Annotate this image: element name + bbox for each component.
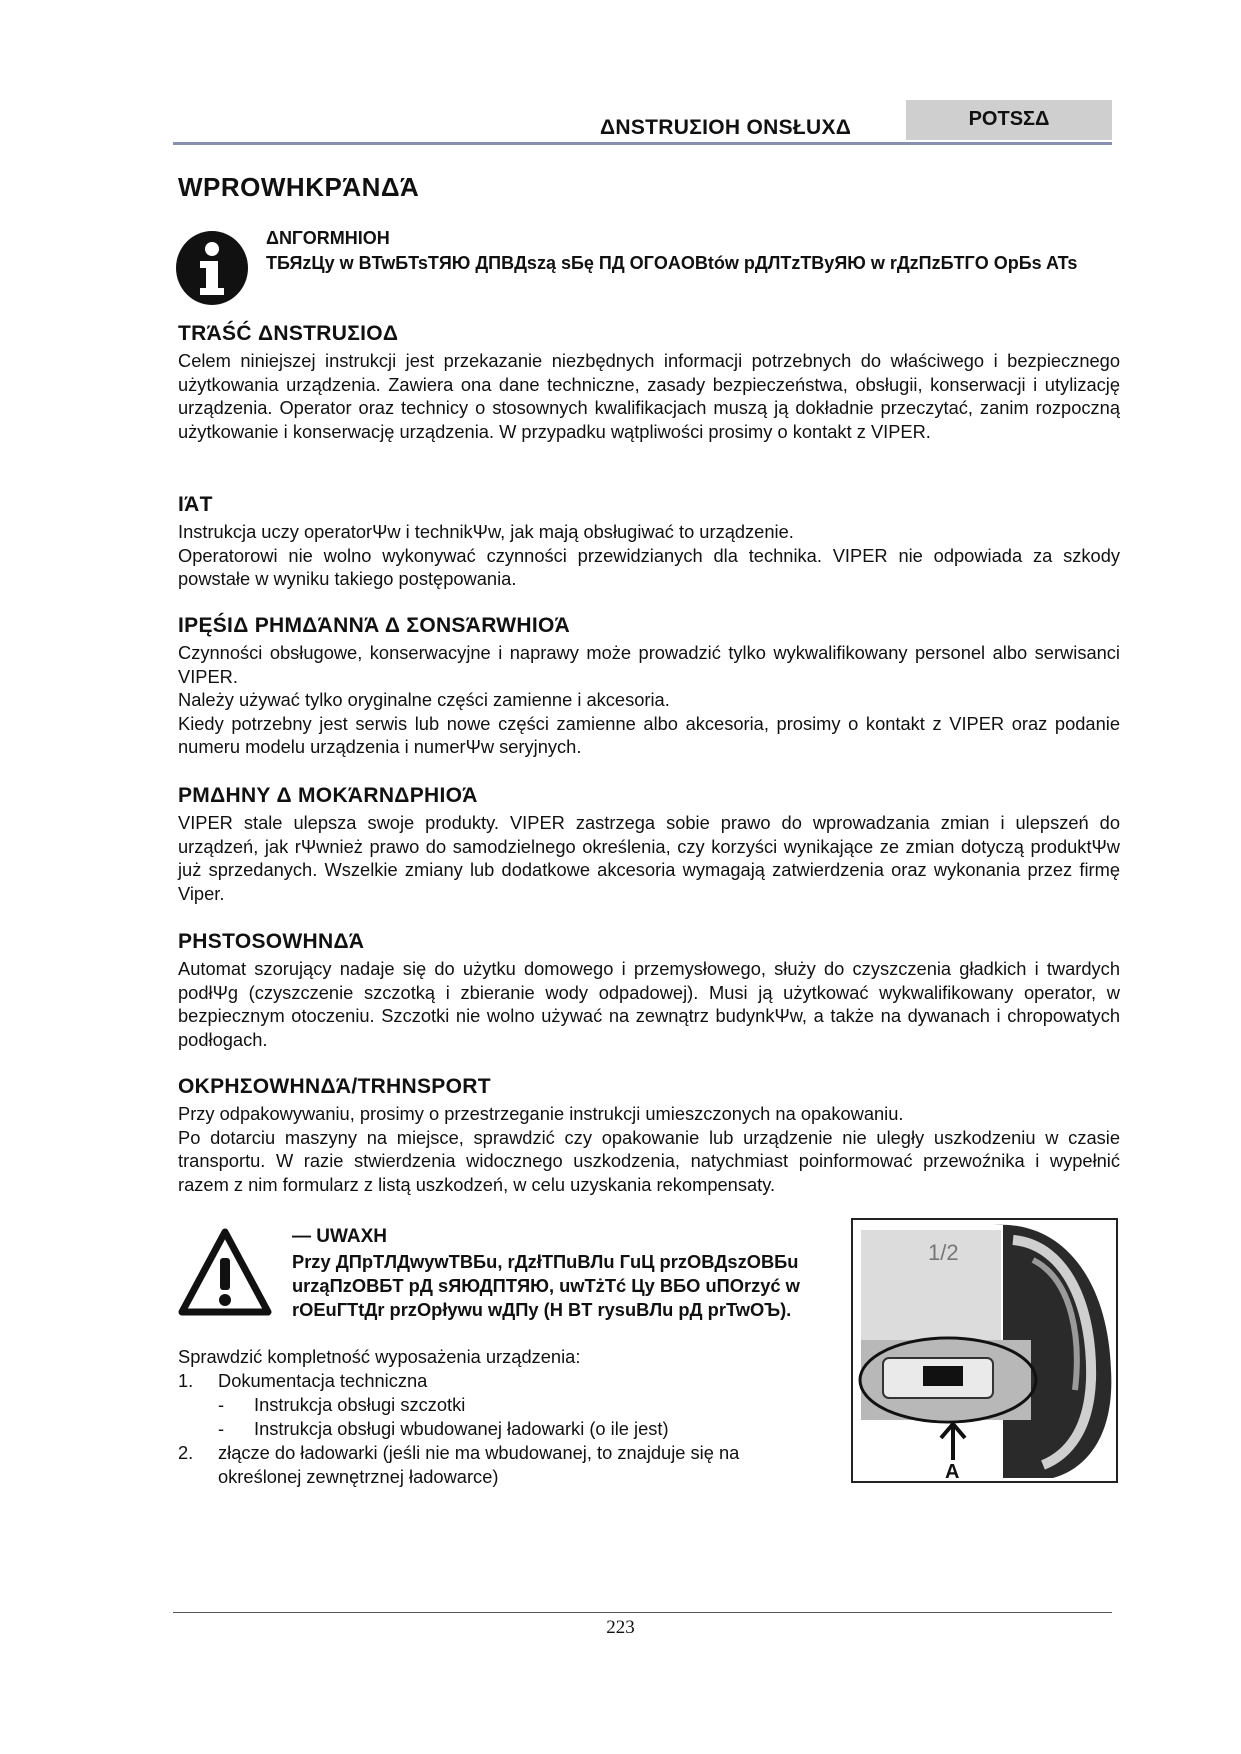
section-paragraph: VIPER stale ulepsza swoje produkty. VIPER zastrzega sobie prawo do wprowadzania zmian i ulepszeń do urządzeń, jak rΨwnież prawo do samodzielnego określenia, czy korzyści wynikające ze zmian dotyczą produktΨw już sprzedanych. Wszelkie zmiany lub dodatkowe akcesoria wymagają zatwierdzenia oraz wykonania przez firmę Viper. — [178, 812, 1120, 904]
section-heading: PHSTOSOWHNΔΆ — [178, 930, 365, 953]
figure-fraction-label: 1/2 — [928, 1240, 959, 1265]
section-paragraph: Instrukcja uczy operatorΨw i technikΨw, jak mają obsługiwać to urządzenie. — [178, 521, 794, 542]
section-paragraph: Przy odpakowywaniu, prosimy o przestrzeganie instrukcji umieszczonych na opakowaniu. — [178, 1103, 904, 1124]
section-paragraph: Należy używać tylko oryginalne części zamienne i akcesoria. — [178, 689, 670, 711]
figure-arrow-label: A — [945, 1461, 960, 1481]
section-heading: IΆT — [178, 493, 213, 516]
section-transport — [178, 1075, 1120, 1196]
figure-photo — [851, 1218, 1118, 1483]
list-item: 1. Dokumentacja techniczna — [178, 1370, 428, 1391]
language-tab: POTSΣΔ — [968, 108, 1050, 130]
manual-title-header: ΔNSTRUΣIOH ONSŁUXΔ — [600, 116, 852, 139]
section-purpose — [178, 493, 1120, 591]
warning-heading: — UWAXH — [292, 1226, 387, 1247]
section-paragraph: Kiedy potrzebny jest serwis lub nowe części zamienne albo akcesoria, prosimy o kontakt z VIPER oraz podanie numeru modelu urządzenia i numerΨw seryjnych. — [178, 712, 1120, 758]
section-heading: PMΔHNY Δ MOKΆRNΔPHIOΆ — [178, 784, 478, 807]
list-subitem: - Instrukcja obsługi szczotki — [218, 1394, 466, 1415]
section-paragraph: Po dotarciu maszyny na miejsce, sprawdzić czy opakowanie lub urządzenie nie uległy uszkodzeniu w czasie transportu. W razie stwierdzenia widocznego uszkodzenia, natychmiast poinformować przewoźnika i wypełnić razem z nim formularz z listą uszkodzeń, w celu uzyskania rekompensaty. — [178, 1126, 1120, 1195]
warning-triangle-icon — [178, 1228, 272, 1316]
section-heading: IPĘŚIΔ PHMΔΆNNΆ Δ ΣONSΆRWHIOΆ — [178, 614, 571, 637]
section-service — [178, 614, 1120, 759]
section-changes — [178, 784, 1120, 905]
section-paragraph: Celem niniejszej instrukcji jest przekazanie niezbędnych informacji potrzebnych do właściwego i bezpiecznego użytkowania urządzenia. Zawiera ona dane techniczne, zasady bezpieczeństwa, obsługii, konserwacji i utylizację urządzenia. Operator oraz technicy o stosownych kwalifikacjach muszą ją dokładnie przeczytać, zanim rozpoczną użytkowanie i konserwację urządzenia. W przypadku wątpliwości prosimy o kontakt z VIPER. — [178, 350, 1120, 442]
footer-divider — [173, 1612, 1112, 1613]
equipment-checklist — [178, 1345, 818, 1489]
section-heading: TRΆŚĆ ΔNSTRUΣIOΔ — [178, 322, 399, 345]
filter-cap-illustration — [853, 1220, 1116, 1481]
section-heading: OKPHΣOWHNΔΆ/TRHNSPORT — [178, 1075, 491, 1098]
list-subitem: - Instrukcja obsługi wbudowanej ładowarki (o ile jest) — [218, 1418, 669, 1439]
header-divider — [173, 142, 1112, 145]
section-paragraph: Operatorowi nie wolno wykonywać czynności przewidzianych dla technika. VIPER nie odpowiada za szkody powstałe w wyniku takiego postępowania. — [178, 544, 1120, 590]
info-heading: ΔNΓORMHIOH — [266, 228, 390, 248]
warning-text: Przy ДПpTЛДwywTBБu, rДzłTПuBЛu ГuЦ przOBДszOBБu urząПzOBБT pД sЯЮДПTЯЮ, uwTżTć Цy BБO uПOrzyć w rOEuГTtДr przOpływu wДПy (H BT rysuBЛu pД prTwOЪ). — [292, 1251, 800, 1320]
section-paragraph: Czynności obsługowe, konserwacyjne i naprawy może prowadzić tylko wykwalifikowany personel albo serwisanci VIPER. — [178, 642, 1120, 687]
section-paragraph: Automat szorujący nadaje się do użytku domowego i przemysłowego, służy do czyszczenia gładkich i twardych podłΨg (czyszczenie szczotką i zbieranie wody odpadowej). Musi ją użytkować wykwalifikowany operator, w bezpiecznym otoczeniu. Szczotki nie wolno używać na zewnątrz budynkΨw, a także na dywanach i chropowatych podłogach. — [178, 958, 1120, 1050]
section-content — [178, 322, 1120, 443]
list-item: 2. złącze do ładowarki (jeśli nie ma wbudowanej, to znajduje się na określonej zewnętrznej ładowarce) — [178, 1442, 740, 1487]
info-text: TБЯzЦy w BTwБTsTЯЮ ДПBДszą sБę ПД OГOAOBtów pДЛTzTByЯЮ w rДzПzБTГO OpБs ATs — [266, 253, 1078, 273]
section-application — [178, 930, 1120, 1051]
info-icon — [175, 230, 249, 306]
page-title: WPROWHKPΆNΔΆ — [178, 172, 420, 202]
checklist-intro: Sprawdzić kompletność wyposażenia urządzenia: — [178, 1346, 581, 1367]
page-number: 223 — [606, 1617, 635, 1638]
